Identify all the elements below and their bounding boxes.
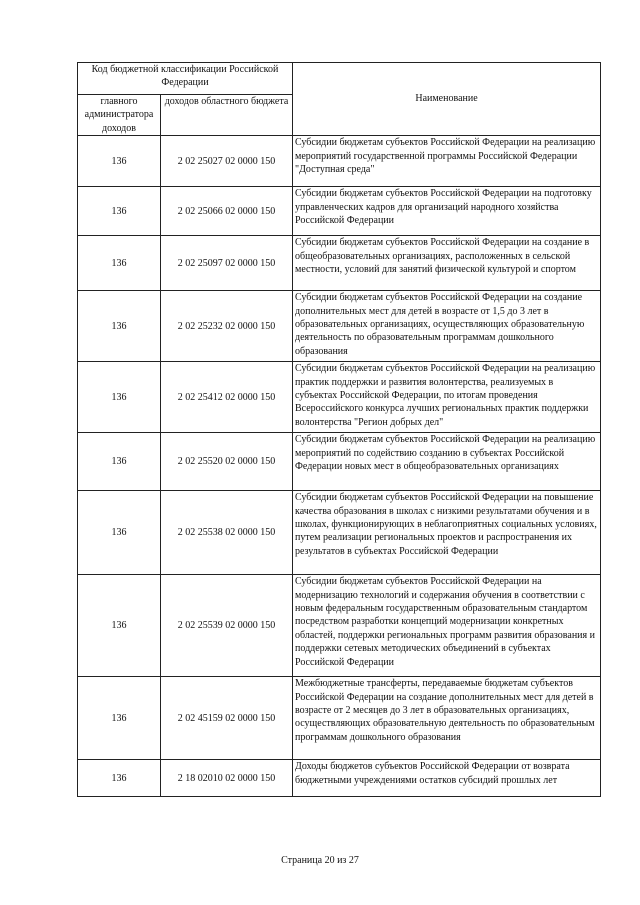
revenue-name-cell: Субсидии бюджетам субъектов Российской Федерации на повышение качества образования в школах с низкими результатами обучения и в школах, функционирующих в неблагоприятных социальных условиях, путем реализации региональных проектов и распространения их результатов в субъектах Российской Федерации (293, 491, 601, 575)
kbk-group-header: Код бюджетной классификации Российской Федерации (78, 63, 293, 95)
admin-column-header: главного администратора доходов (78, 95, 161, 136)
table-row (78, 236, 601, 291)
table-row (78, 760, 601, 797)
admin-code-cell: 136 (78, 136, 161, 187)
page-number-footer: Страница 20 из 27 (281, 855, 359, 866)
table-row (78, 491, 601, 575)
table-row (78, 136, 601, 187)
table-row (78, 291, 601, 362)
admin-code-cell: 136 (78, 433, 161, 491)
revenue-name-cell: Субсидии бюджетам субъектов Российской Федерации на создание дополнительных мест для детей в возрасте от 1,5 до 3 лет в образовательных организациях, осуществляющих образовательную деятельность по образовательным программам дошкольного образования (293, 291, 601, 362)
revenue-code-cell: 2 02 25520 02 0000 150 (161, 433, 293, 491)
revenue-code-cell: 2 02 25412 02 0000 150 (161, 362, 293, 433)
revenue-name-cell: Доходы бюджетов субъектов Российской Федерации от возврата бюджетными учреждениями остатков субсидий прошлых лет (293, 760, 601, 797)
table-row (78, 677, 601, 760)
revenue-name-cell: Субсидии бюджетам субъектов Российской Федерации на реализацию практик поддержки и развития волонтерства, реализуемых в субъектах Российской Федерации, по итогам проведения Всероссийского конкурса лучших региональных практик поддержки волонтерства "Регион добрых дел" (293, 362, 601, 433)
name-column-header: Наименование (293, 63, 601, 136)
revenue-name-cell: Субсидии бюджетам субъектов Российской Федерации на модернизацию технологий и содержания обучения в соответствии с новым федеральным государственным образовательным стандартом посредством разработки концепций модернизации конкретных областей, поддержки региональных программ развития образования и поддержки сетевых методических объединений в субъектах Российской Федерации (293, 575, 601, 677)
revenue-name-cell: Субсидии бюджетам субъектов Российской Федерации на подготовку управленческих кадров для организаций народного хозяйства Российской Федерации (293, 187, 601, 236)
admin-code-cell: 136 (78, 677, 161, 760)
admin-code-cell: 136 (78, 491, 161, 575)
revenue-name-cell: Субсидии бюджетам субъектов Российской Федерации на реализацию мероприятий по содействию созданию в субъектах Российской Федерации новых мест в общеобразовательных организациях (293, 433, 601, 491)
table-header-row (78, 63, 601, 95)
revenue-name-cell: Межбюджетные трансферты, передаваемые бюджетам субъектов Российской Федерации на создание дополнительных мест для детей в возрасте от 2 месяцев до 3 лет в образовательных организациях, осуществляющих образовательную деятельность по образовательным программам дошкольного образования (293, 677, 601, 760)
revenue-code-cell: 2 02 25538 02 0000 150 (161, 491, 293, 575)
budget-classification-table (77, 62, 601, 797)
revenue-column-header: доходов областного бюджета (161, 95, 293, 136)
revenue-code-cell: 2 02 25066 02 0000 150 (161, 187, 293, 236)
admin-code-cell: 136 (78, 760, 161, 797)
revenue-code-cell: 2 02 25539 02 0000 150 (161, 575, 293, 677)
table-row (78, 187, 601, 236)
table-row (78, 433, 601, 491)
admin-code-cell: 136 (78, 575, 161, 677)
table-row (78, 362, 601, 433)
revenue-code-cell: 2 02 25232 02 0000 150 (161, 291, 293, 362)
admin-code-cell: 136 (78, 187, 161, 236)
table-row (78, 575, 601, 677)
revenue-name-cell: Субсидии бюджетам субъектов Российской Федерации на реализацию мероприятий государственной программы Российской Федерации "Доступная среда" (293, 136, 601, 187)
revenue-code-cell: 2 18 02010 02 0000 150 (161, 760, 293, 797)
admin-code-cell: 136 (78, 291, 161, 362)
admin-code-cell: 136 (78, 236, 161, 291)
revenue-code-cell: 2 02 25027 02 0000 150 (161, 136, 293, 187)
admin-code-cell: 136 (78, 362, 161, 433)
revenue-code-cell: 2 02 25097 02 0000 150 (161, 236, 293, 291)
revenue-code-cell: 2 02 45159 02 0000 150 (161, 677, 293, 760)
revenue-name-cell: Субсидии бюджетам субъектов Российской Федерации на создание в общеобразовательных организациях, расположенных в сельской местности, условий для занятий физической культурой и спортом (293, 236, 601, 291)
